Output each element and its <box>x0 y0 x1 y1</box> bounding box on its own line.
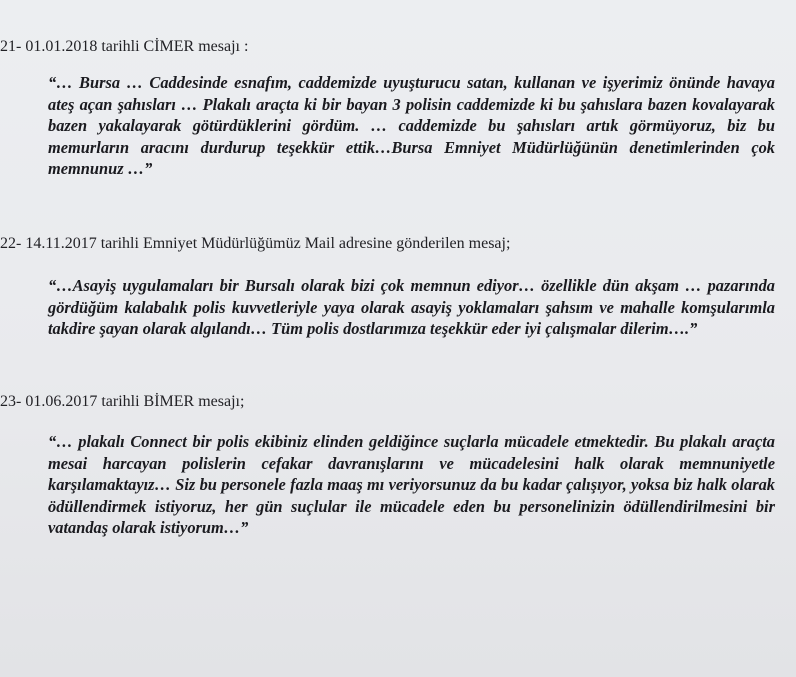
show-through-text <box>40 628 300 643</box>
entry-21-quote: “… Bursa … Caddesinde esnafım, caddemizde uyuşturucu satan, kullanan ve işyerimiz önünde havaya ateş açan şahısları … Plakalı araçta ki bir bayan 3 polisin caddemizde ki bu şahıslara bazen kovalayarak bazen yakalayarak götürdüklerini gördüm. … caddemizde bu şahısları artık görmüyoruz, biz bu memurların aracını durdurup teşekkür ettik…Bursa Emniyet Müdürlüğünün denetimlerinden çok memnunuz …” <box>48 73 775 178</box>
entry-23-quote: “… plakalı Connect bir polis ekibiniz elinden geldiğince suçlarla mücadele etmektedir. Bu plakalı araçta mesai harcayan polislerin cefakar davranışlarını ve mücadelesini halk olarak memnuniyetle karşılamaktayız… Siz bu personele fazla maaş mı veriyorsunuz da bu kadar çalışıyor, yoksa biz halk olarak ödüllendirmek istiyoruz, her gün suçlular ile mücadele eden bu personelinizin ödüllendirilmesini bir vatandaş olarak istiyorum…” <box>48 432 775 537</box>
entry-21-heading: 21- 01.01.2018 tarihli CİMER mesajı : <box>0 38 249 55</box>
entry-23-heading: 23- 01.06.2017 tarihli BİMER mesajı; <box>0 393 245 410</box>
entry-22-quote: “…Asayiş uygulamaları bir Bursalı olarak bizi çok memnun ediyor… özellikle dün akşam … pazarında gördüğüm kalabalık polis kuvvetleriyle yaya olarak asayiş yoklamaları şahsım ve mahalle komşularımla takdire şayan olarak algılandı… Tüm polis dostlarımıza teşekkür eder iyi çalışmalar dilerim….” <box>48 276 775 338</box>
entry-22-heading: 22- 14.11.2017 tarihli Emniyet Müdürlüğümüz Mail adresine gönderilen mesaj; <box>0 235 511 252</box>
